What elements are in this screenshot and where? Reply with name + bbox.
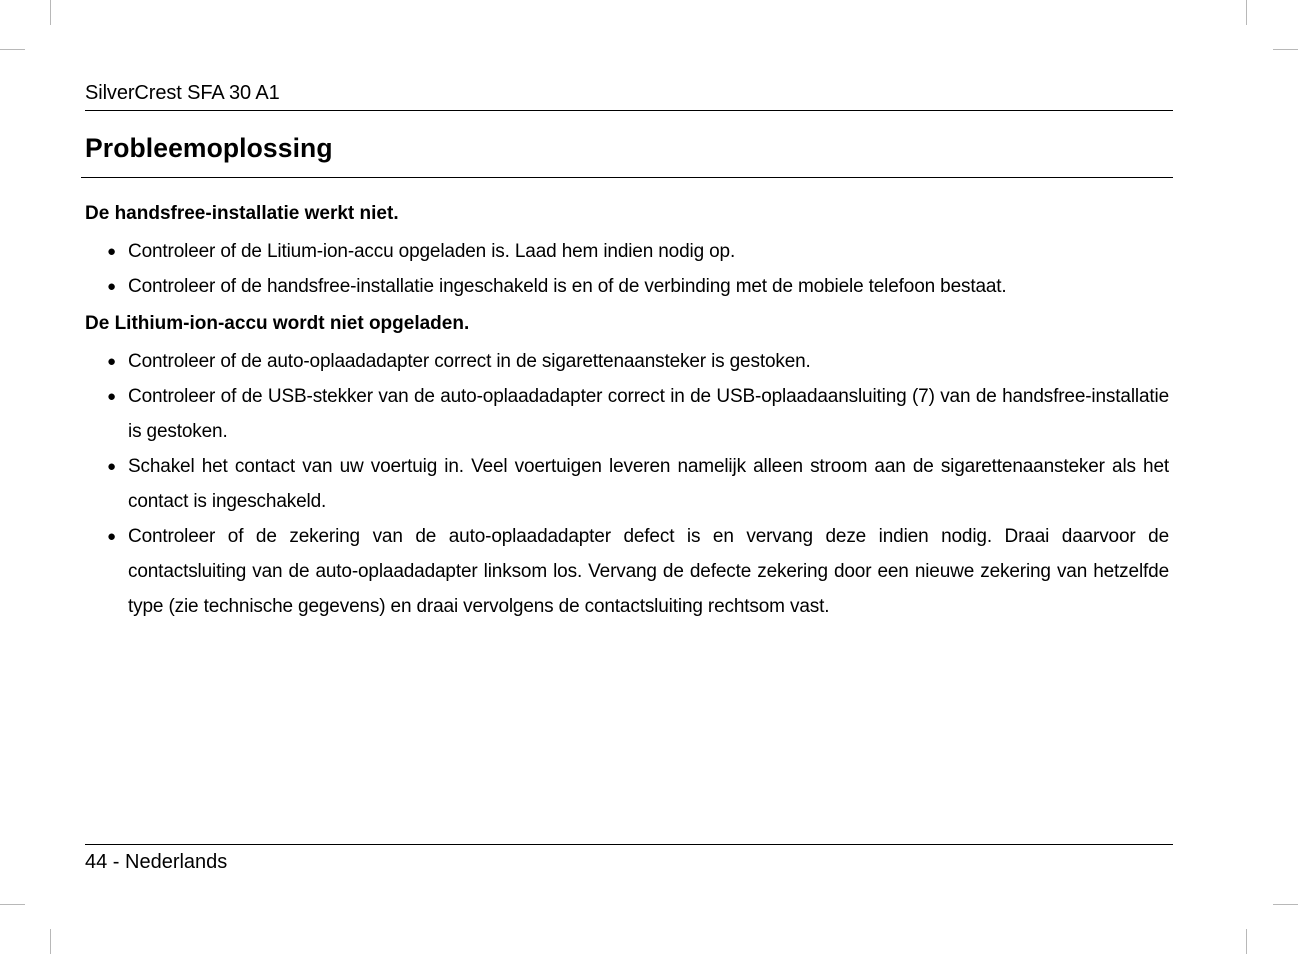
list-item: [85, 379, 1169, 449]
list-item: [85, 344, 1169, 379]
solution-list: [85, 234, 1169, 304]
list-item-text: Controleer of de handsfree-installatie ingeschakeld is en of de verbinding met de mobiele telefoon bestaat.: [128, 276, 1007, 297]
page-footer: [85, 844, 1173, 873]
solution-list: [85, 344, 1169, 624]
list-item: [85, 234, 1169, 269]
crop-mark-top-left-horizontal: [0, 49, 25, 50]
crop-mark-bottom-right-horizontal: [1273, 904, 1298, 905]
list-item: [85, 519, 1169, 624]
list-item-text: Controleer of de zekering van de auto-oplaadadapter defect is en vervang deze indien nodig. Draai daarvoor de contactsluiting van de auto-oplaadadapter linksom los. Vervang de defecte zekering door een nieuwe zekering van hetzelfde type (zie technische gegevens) en draai vervolgens de contactsluiting rechtsom vast.: [128, 526, 1169, 617]
crop-mark-bottom-right-vertical: [1246, 929, 1247, 954]
bullet-icon: ●: [107, 388, 116, 405]
problem-battery: [85, 310, 1169, 624]
crop-mark-top-right-vertical: [1246, 0, 1247, 25]
crop-mark-bottom-left-horizontal: [0, 904, 25, 905]
list-item: [85, 269, 1169, 304]
title-divider: [81, 177, 1173, 178]
bullet-icon: ●: [107, 353, 116, 370]
list-item-text: Schakel het contact van uw voertuig in. Veel voertuigen leveren namelijk alleen stroom aan de sigarettenaansteker als het contact is ingeschakeld.: [128, 456, 1169, 512]
troubleshooting-content: [85, 200, 1169, 624]
list-item: [85, 449, 1169, 519]
bullet-icon: ●: [107, 528, 116, 545]
list-item-text: Controleer of de auto-oplaadadapter correct in de sigarettenaansteker is gestoken.: [128, 351, 811, 372]
problem-heading: De handsfree-installatie werkt niet.: [85, 203, 399, 224]
section-title: Probleemoplossing: [85, 133, 333, 163]
page-header: [85, 80, 1173, 111]
bullet-icon: ●: [107, 458, 116, 475]
crop-mark-top-left-vertical: [50, 0, 51, 25]
problem-handsfree: [85, 200, 1169, 304]
list-item-text: Controleer of de USB-stekker van de auto-oplaadadapter correct in de USB-oplaadaansluiting (7) van de handsfree-installatie is gestoken.: [128, 386, 1169, 442]
list-item-text: Controleer of de Litium-ion-accu opgeladen is. Laad hem indien nodig op.: [128, 241, 736, 262]
running-head: SilverCrest SFA 30 A1: [85, 82, 280, 104]
bullet-icon: ●: [107, 243, 116, 260]
crop-mark-bottom-left-vertical: [50, 929, 51, 954]
bullet-icon: ●: [107, 278, 116, 295]
problem-heading: De Lithium-ion-accu wordt niet opgeladen.: [85, 313, 470, 334]
page-number-label: 44 - Nederlands: [85, 851, 228, 873]
crop-mark-top-right-horizontal: [1273, 49, 1298, 50]
